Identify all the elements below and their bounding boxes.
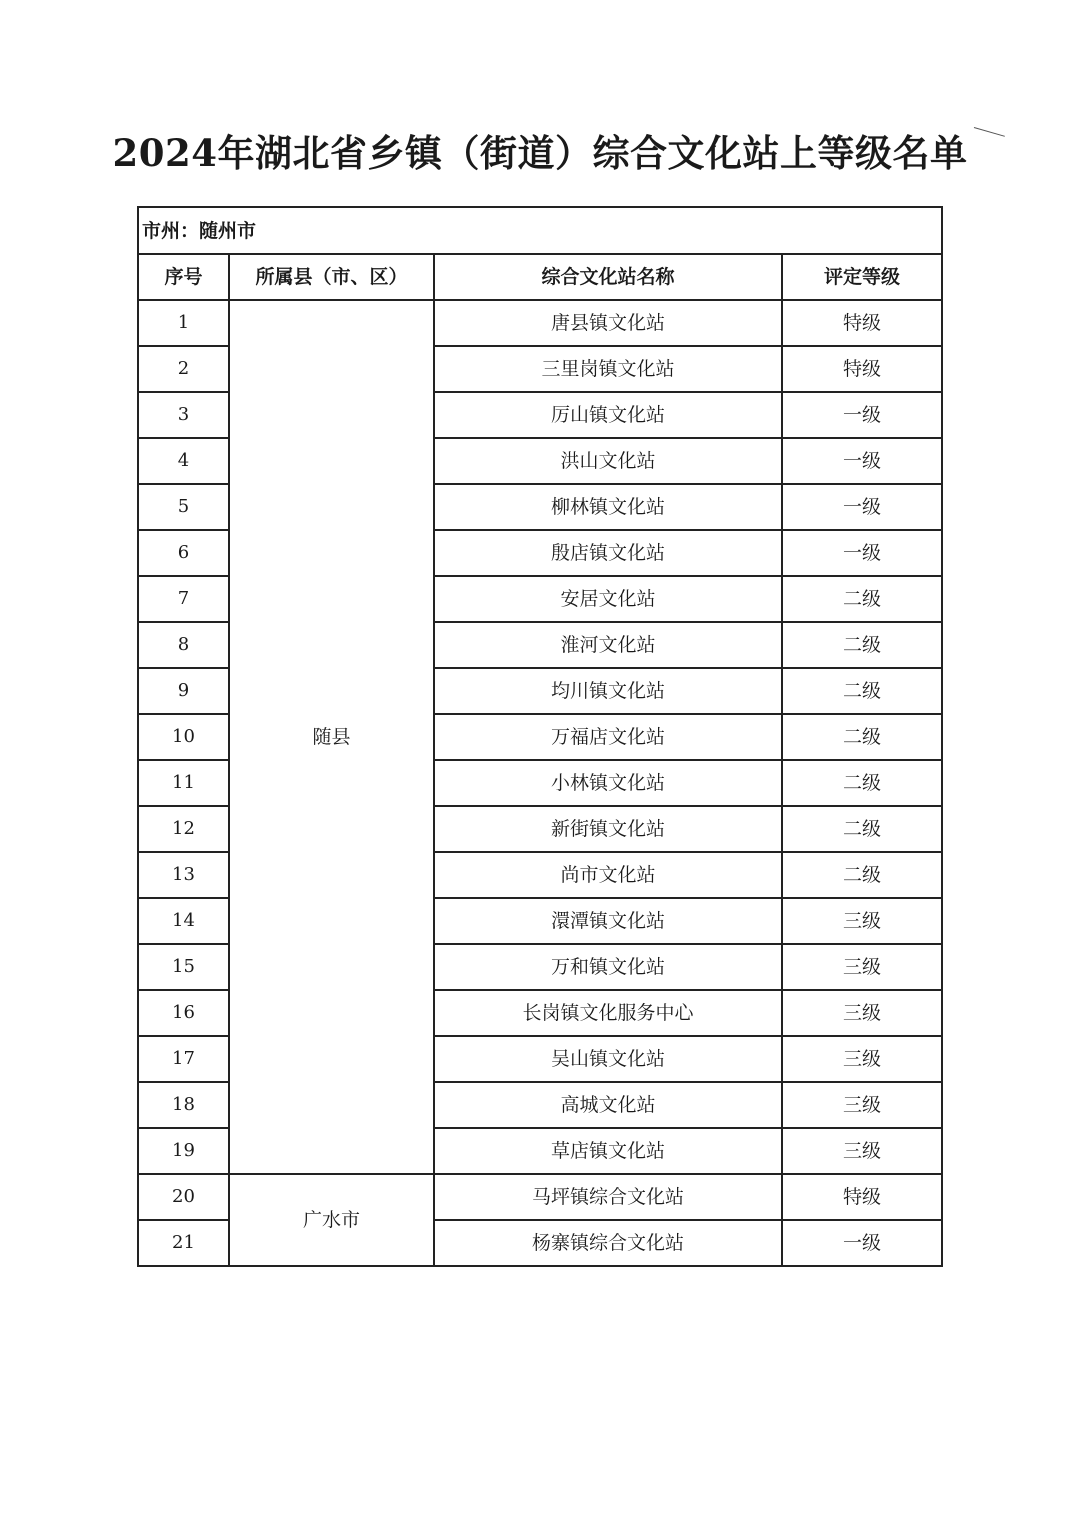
row-number-cell: 19 (138, 1128, 229, 1174)
grade-cell: 三级 (782, 898, 942, 944)
grade-cell: 三级 (782, 1036, 942, 1082)
county-cell: 随县 (229, 300, 434, 1174)
row-number-cell: 17 (138, 1036, 229, 1082)
city-row (138, 207, 942, 254)
table-row (138, 1174, 942, 1220)
station-name-cell: 柳林镇文化站 (434, 484, 782, 530)
grade-cell: 二级 (782, 714, 942, 760)
header-station-name: 综合文化站名称 (434, 254, 782, 300)
grade-cell: 二级 (782, 576, 942, 622)
grade-cell: 二级 (782, 668, 942, 714)
station-name-cell: 高城文化站 (434, 1082, 782, 1128)
row-number-cell: 1 (138, 300, 229, 346)
table-body (138, 300, 942, 1266)
station-grade-table (137, 206, 943, 1267)
station-name-cell: 马坪镇综合文化站 (434, 1174, 782, 1220)
header-no: 序号 (138, 254, 229, 300)
table-row (138, 300, 942, 346)
row-number-cell: 10 (138, 714, 229, 760)
station-name-cell: 厉山镇文化站 (434, 392, 782, 438)
row-number-cell: 5 (138, 484, 229, 530)
row-number-cell: 18 (138, 1082, 229, 1128)
station-name-cell: 澴潭镇文化站 (434, 898, 782, 944)
station-name-cell: 尚市文化站 (434, 852, 782, 898)
station-name-cell: 小林镇文化站 (434, 760, 782, 806)
grade-cell: 一级 (782, 392, 942, 438)
grade-cell: 特级 (782, 346, 942, 392)
station-name-cell: 唐县镇文化站 (434, 300, 782, 346)
grade-cell: 二级 (782, 806, 942, 852)
station-name-cell: 新街镇文化站 (434, 806, 782, 852)
city-label: 市州： (142, 219, 200, 242)
row-number-cell: 14 (138, 898, 229, 944)
row-number-cell: 21 (138, 1220, 229, 1266)
row-number-cell: 7 (138, 576, 229, 622)
city-cell (138, 207, 942, 254)
row-number-cell: 8 (138, 622, 229, 668)
grade-cell: 二级 (782, 622, 942, 668)
station-name-cell: 淮河文化站 (434, 622, 782, 668)
city-name: 随州市 (199, 219, 257, 242)
grade-cell: 一级 (782, 530, 942, 576)
grade-cell: 三级 (782, 944, 942, 990)
station-name-cell: 均川镇文化站 (434, 668, 782, 714)
station-name-cell: 草店镇文化站 (434, 1128, 782, 1174)
row-number-cell: 11 (138, 760, 229, 806)
row-number-cell: 20 (138, 1174, 229, 1220)
row-number-cell: 4 (138, 438, 229, 484)
station-name-cell: 三里岗镇文化站 (434, 346, 782, 392)
row-number-cell: 9 (138, 668, 229, 714)
grade-cell: 三级 (782, 1128, 942, 1174)
header-county: 所属县（市、区） (229, 254, 434, 300)
row-number-cell: 2 (138, 346, 229, 392)
station-name-cell: 吴山镇文化站 (434, 1036, 782, 1082)
grade-cell: 一级 (782, 1220, 942, 1266)
row-number-cell: 12 (138, 806, 229, 852)
grade-cell: 一级 (782, 484, 942, 530)
station-name-cell: 杨寨镇综合文化站 (434, 1220, 782, 1266)
table-header-row (138, 254, 942, 300)
station-name-cell: 殷店镇文化站 (434, 530, 782, 576)
row-number-cell: 16 (138, 990, 229, 1036)
grade-cell: 特级 (782, 1174, 942, 1220)
station-name-cell: 洪山文化站 (434, 438, 782, 484)
grade-cell: 特级 (782, 300, 942, 346)
county-cell: 广水市 (229, 1174, 434, 1266)
header-grade: 评定等级 (782, 254, 942, 300)
row-number-cell: 13 (138, 852, 229, 898)
station-name-cell: 万福店文化站 (434, 714, 782, 760)
row-number-cell: 15 (138, 944, 229, 990)
grade-cell: 一级 (782, 438, 942, 484)
grade-cell: 二级 (782, 852, 942, 898)
station-name-cell: 万和镇文化站 (434, 944, 782, 990)
row-number-cell: 3 (138, 392, 229, 438)
document-title: 2024年湖北省乡镇（街道）综合文化站上等级名单 (112, 131, 968, 175)
station-name-cell: 长岗镇文化服务中心 (434, 990, 782, 1036)
grade-cell: 三级 (782, 1082, 942, 1128)
grade-cell: 二级 (782, 760, 942, 806)
row-number-cell: 6 (138, 530, 229, 576)
station-name-cell: 安居文化站 (434, 576, 782, 622)
grade-cell: 三级 (782, 990, 942, 1036)
